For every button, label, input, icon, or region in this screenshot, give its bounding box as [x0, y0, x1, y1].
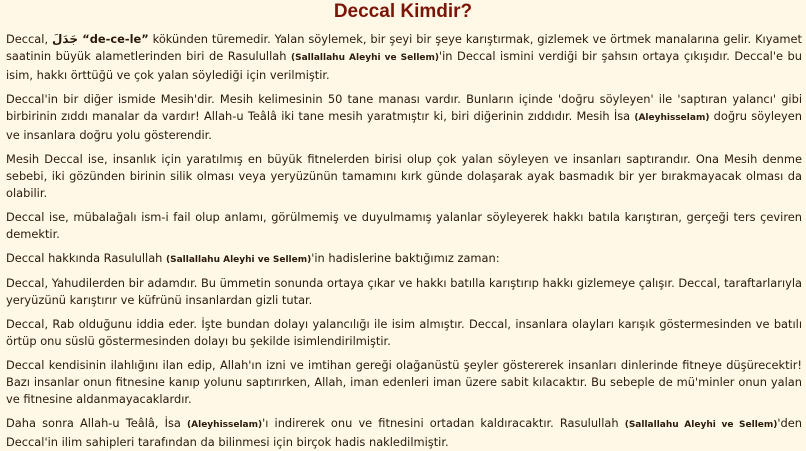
salawat-tag: (Sallallahu Aleyhi ve Sellem): [624, 420, 778, 430]
p1-text-a: Deccal,: [6, 32, 52, 46]
p9-text-b: 'ı indirerek onu ve fitnesini ortadan kaldıracaktır. Rasulullah: [262, 416, 625, 430]
p5-text-b: 'in hadislerine baktığımız zaman:: [311, 251, 500, 265]
p2-text-a: Deccal'in bir diğer ismide Mesih'dir. Mesih kelimesinin 50 tane manası vardır. Bunların içinde 'doğru söyleyen' ile 'saptıran yalancı' gibi birbirinin zıddı manalar da vardır! Allah-u Teâlâ iki tane mesih yaratmıştır ki, biri diğerinin zıddıdır. Mesih İsa: [6, 92, 802, 123]
salawat-tag: (Sallallahu Aleyhi ve Sellem): [166, 255, 312, 265]
paragraph-5: [6, 250, 802, 269]
paragraph-9: [6, 415, 802, 451]
aleyhisselam-tag: (Aleyhisselam): [187, 420, 263, 430]
p1-quote: “de-ce-le”: [78, 32, 149, 46]
page-title: Deccal Kimdir?: [333, 1, 473, 22]
p5-text-a: Deccal hakkında Rasulullah: [6, 251, 167, 265]
paragraph-7: Deccal, Rab olduğunu iddia eder. İşte bundan dolayı yalancılığı ile isim almıştır. Deccal, insanlara olayları karışık göstermesinden ve batılı örtüp onu süslü göstermesinden dolayı bu şekilde isimlendirilmiştir.: [6, 317, 802, 348]
paragraph-6: Deccal, Yahudilerden bir adamdır. Bu ümmetin sonunda ortaya çıkar ve hakkı batılla karıştırıp hakkı gizlemeye çalışır. Deccal, taraftarlarıyla yeryüzünü karıştırır ve küfrünü insanlardan gizli tutar.: [6, 276, 802, 307]
salawat-tag: (Sallallahu Aleyhi ve Sellem): [291, 53, 439, 63]
paragraph-8: Deccal kendisinin ilahlığını ilan edip, Allah'ın izni ve imtihan gereği olağanüstü şeyler göstererek insanları dinlerinde fitneye düşürecektir! Bazı insanlar onun fitnesine kanıp yolunu saptırırken, Allah, iman edenleri iman üzere sabit kılacaktır. Bu sebeple de mü'minler onun yalan ve fitnesine aldanmayacaklardır.: [6, 358, 802, 406]
paragraph-1: [6, 31, 802, 84]
article-body: [0, 31, 806, 451]
p1-text-b: kökünden türemedir. Yalan söylemek, bir şeyi bir şeye karıştırmak, gizlemek ve örtmek manalarına gelir. Kıyamet saatinin büyük alametlerinden biri de Rasulullah: [6, 32, 802, 63]
paragraph-4: Deccal ise, mübalağalı ism-i fail olup anlamı, görülmemiş ve duyulmamış yalanlar söyleyerek hakkı batıla karıştıran, gerçeği ters çeviren demektir.: [6, 210, 802, 241]
paragraph-2: [6, 91, 802, 144]
p9-text-a: Daha sonra Allah-u Teâlâ, İsa: [6, 416, 188, 430]
paragraph-3: Mesih Deccal ise, insanlık için yaratılmış en büyük fitnelerden birisi olup çok yalan söyleyen ve insanları saptırandır. Ona Mesih denme sebebi, iki gözünden birinin silik olması veya yeryüzünün tamamını kırk günde dolaşarak ayak basmadık bir yer bırakmayacak olması da olabilir.: [6, 152, 802, 200]
p2-text-b: doğru söyleyen ve insanlara doğru yolu gösterendir.: [6, 109, 802, 142]
aleyhisselam-tag: (Aleyhisselam): [634, 113, 710, 123]
arabic-root-word: جَدَلَ: [52, 32, 78, 46]
p1-text-c: 'in Deccal ismini verdiği bir şahsın ortaya çıkışıdır. Deccal'e bu isim, hakkı örttüğü ve çok yalan söylediği için verilmiştir.: [6, 49, 802, 82]
p9-text-c: 'den Deccal'in ilim sahipleri tarafından da bilinmesi için birçok hadis nakledilmiştir.: [6, 416, 802, 449]
